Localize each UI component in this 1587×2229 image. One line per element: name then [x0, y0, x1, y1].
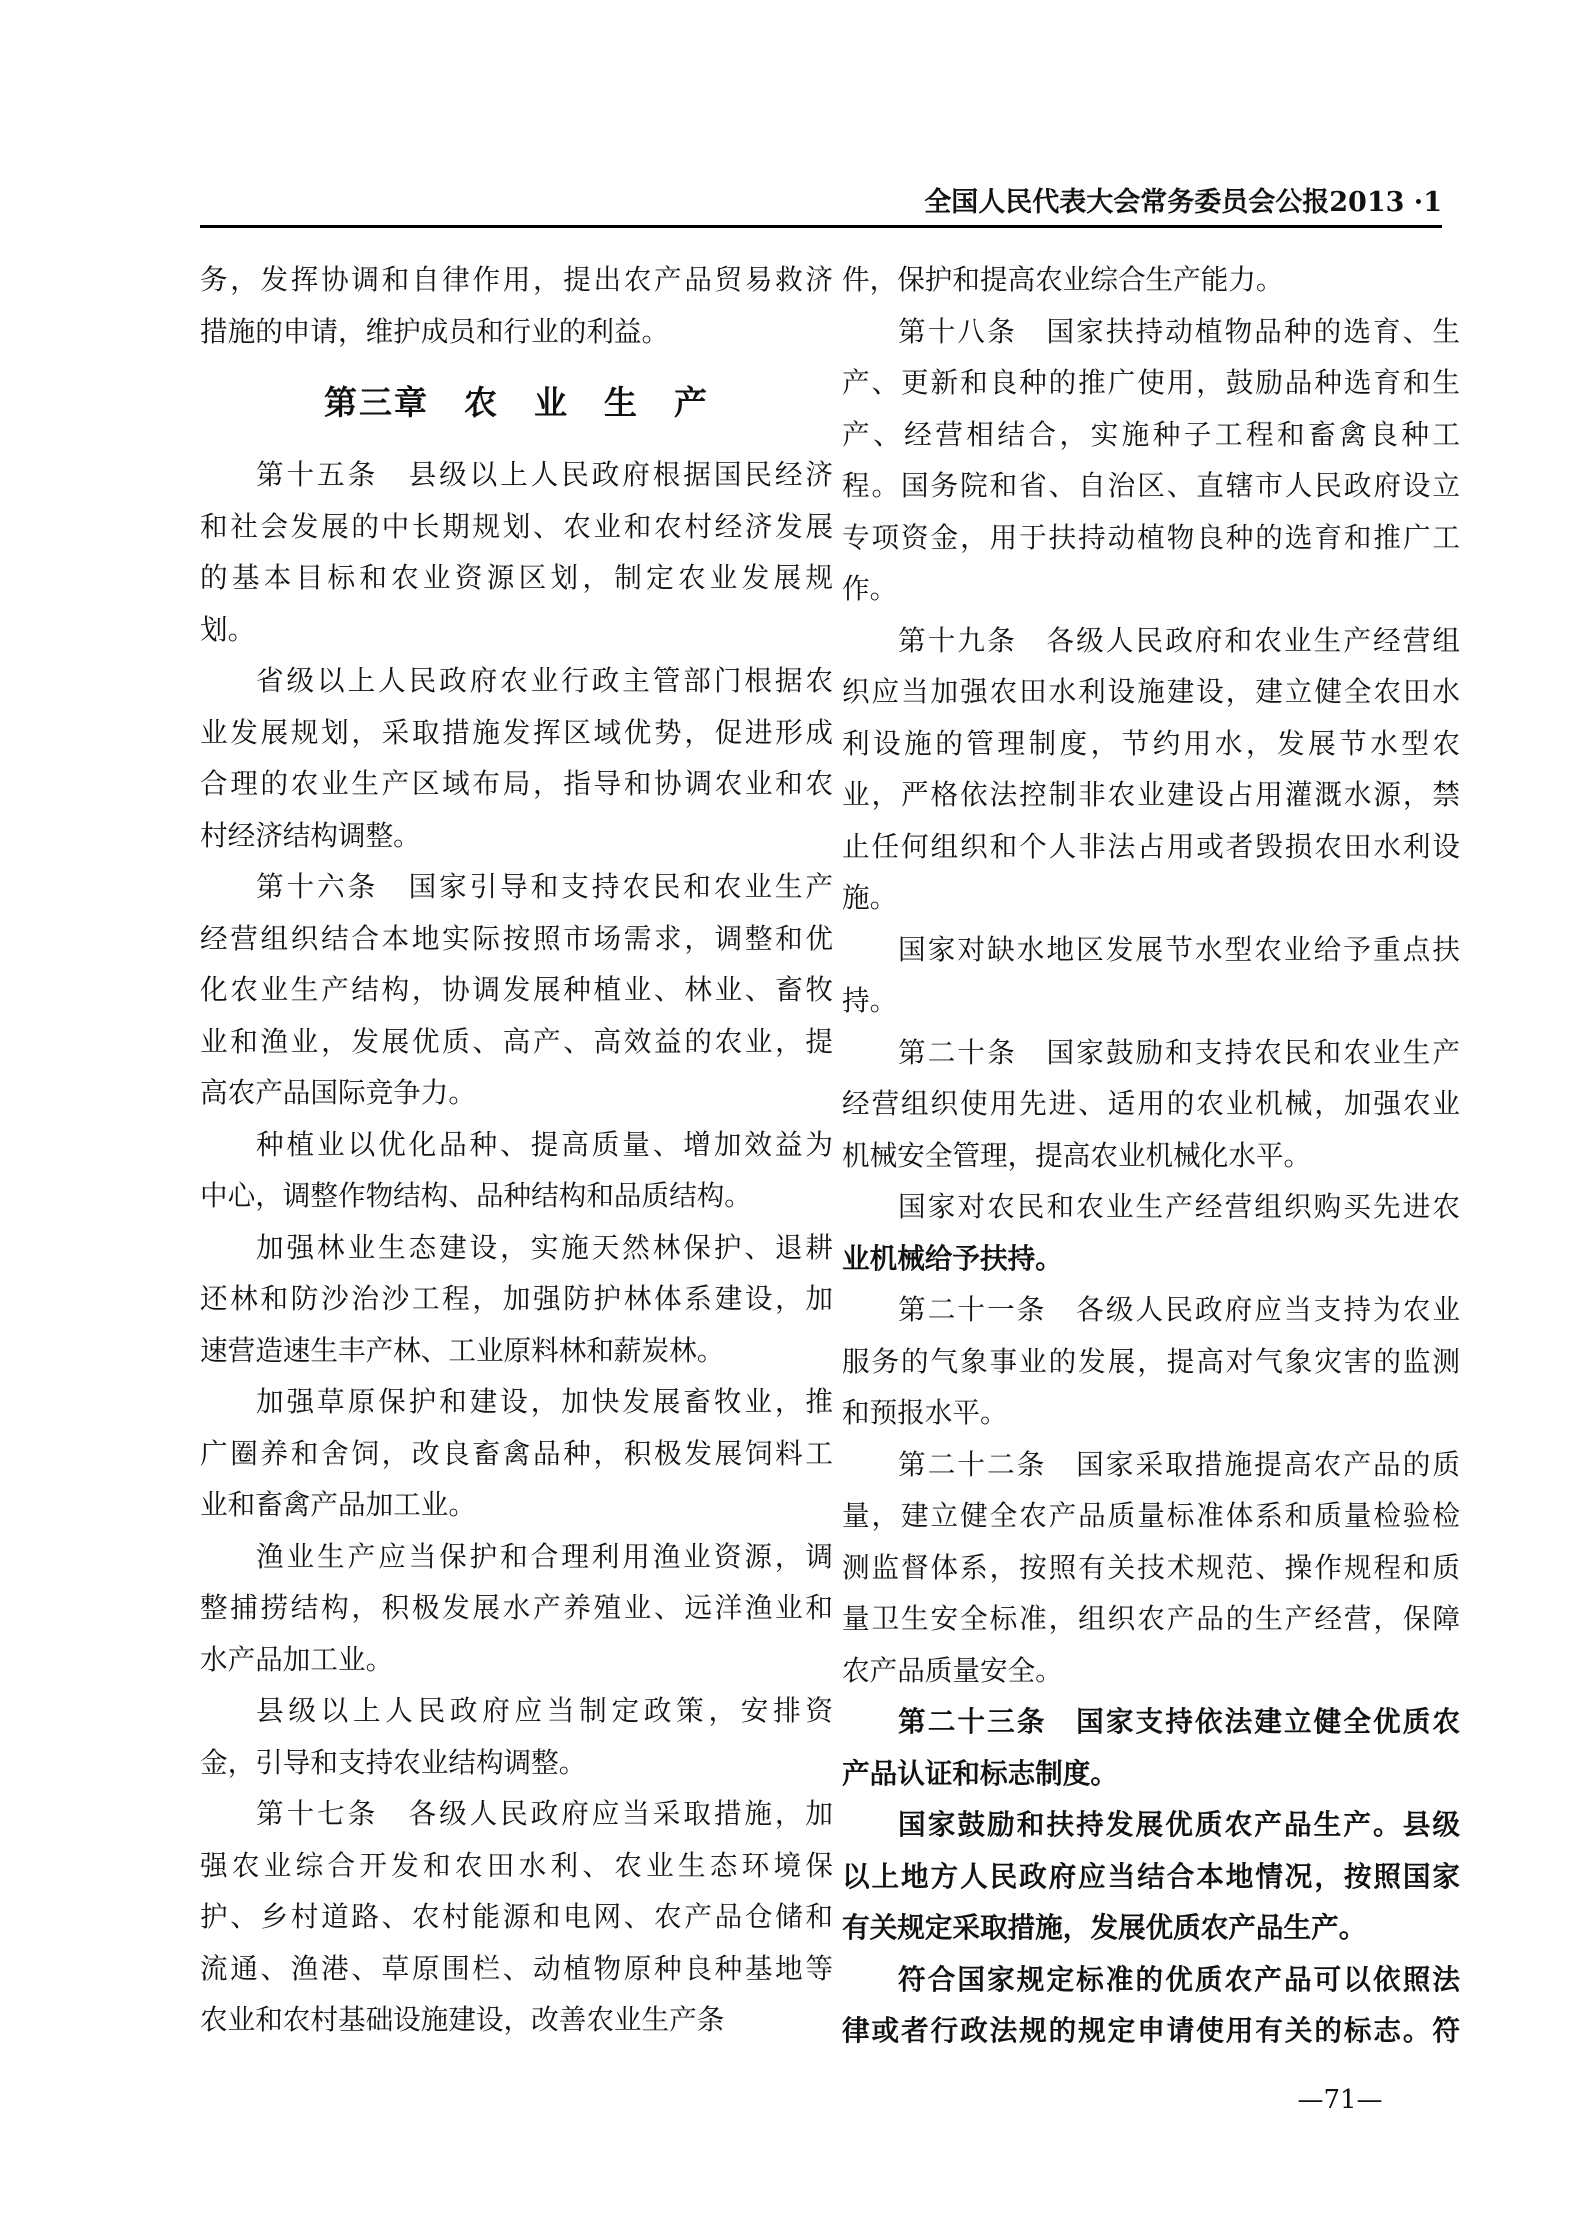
text-line: 有关规定采取措施，发展优质农产品生产。 — [842, 1911, 1367, 1944]
text-line: 以上地方人民政府应当结合本地情况，按照国家 — [842, 1859, 1460, 1893]
header-divider — [200, 225, 1442, 228]
left-column — [200, 254, 833, 2046]
text-line: 第十六条 国家引导和支持农民和农业生产 — [256, 870, 833, 903]
text-line: 第十九条 各级人民政府和农业生产经营组 — [898, 623, 1460, 657]
text-line: 省级以上人民政府农业行政主管部门根据农 — [256, 664, 833, 697]
text-line: 产、更新和良种的推广使用，鼓励品种选育和生 — [842, 366, 1460, 399]
text-line: 产、经营相结合，实施种子工程和畜禽良种工 — [842, 417, 1460, 451]
text-line: 第十八条 国家扶持动植物品种的选育、生 — [898, 314, 1460, 348]
text-line: 加强林业生态建设，实施天然林保护、退耕 — [256, 1230, 833, 1264]
text-line: 金，引导和支持农业结构调整。 — [200, 1745, 587, 1779]
text-line: 广圈养和舍饲，改良畜禽品种，积极发展饲料工 — [200, 1436, 833, 1470]
text-line: 和预报水平。 — [842, 1396, 1008, 1429]
paragraph — [200, 1531, 833, 1686]
text-line: 经营组织使用先进、适用的农业机械，加强农业 — [842, 1087, 1460, 1120]
text-line: 农业和农村基础设施建设，改善农业生产条 — [200, 2003, 725, 2036]
text-line: 专项资金，用于扶持动植物良种的选育和推广工 — [842, 520, 1460, 554]
text-line: 加强草原保护和建设，加快发展畜牧业，推 — [256, 1385, 833, 1418]
paragraph — [200, 1376, 833, 1531]
text-line: 第二十一条 各级人民政府应当支持为农业 — [898, 1293, 1460, 1326]
paragraph — [842, 1696, 1460, 1799]
text-line: 量，建立健全农产品质量标准体系和质量检验检 — [842, 1499, 1460, 1532]
paragraph — [842, 1181, 1460, 1284]
text-line: 措施的申请，维护成员和行业的利益。 — [200, 314, 670, 348]
paragraph — [200, 254, 833, 357]
text-line: 第二十条 国家鼓励和支持农民和农业生产 — [898, 1035, 1460, 1069]
text-line: 合理的农业生产区域布局，指导和协调农业和农 — [200, 767, 833, 800]
text-line: 作。 — [842, 572, 898, 605]
text-line: 种植业以优化品种、提高质量、增加效益为 — [256, 1127, 833, 1161]
text-line: 护、乡村道路、农村能源和电网、农产品仓储和 — [200, 1900, 833, 1933]
text-line: 业，严格依法控制非农业建设占用灌溉水源，禁 — [842, 778, 1460, 811]
text-line: 村经济结构调整。 — [200, 818, 421, 852]
text-line: 水产品加工业。 — [200, 1642, 394, 1676]
text-line: 第十七条 各级人民政府应当采取措施，加 — [256, 1797, 833, 1830]
text-line: 经营组织结合本地实际按照市场需求，调整和优 — [200, 921, 833, 955]
paragraph — [200, 1788, 833, 2046]
text-line: 农产品质量安全。 — [842, 1653, 1063, 1687]
text-line: 止任何组织和个人非法占用或者毁损农田水利设 — [842, 829, 1460, 863]
text-line: 和社会发展的中长期规划、农业和农村经济发展 — [200, 509, 833, 543]
paragraph — [842, 1439, 1460, 1697]
paragraph — [200, 1685, 833, 1788]
text-line: 符合国家规定标准的优质农产品可以依照法 — [898, 1962, 1460, 1996]
text-line: 国家对缺水地区发展节水型农业给予重点扶 — [898, 932, 1460, 966]
text-line: 化农业生产结构，协调发展种植业、林业、畜牧 — [200, 973, 833, 1006]
text-line: 件，保护和提高农业综合生产能力。 — [842, 263, 1284, 296]
text-line: 整捕捞结构，积极发展水产养殖业、远洋渔业和 — [200, 1591, 833, 1624]
text-line: 划。 — [200, 612, 256, 646]
text-line: 业机械给予扶持。 — [842, 1241, 1063, 1275]
paragraph — [200, 861, 833, 1119]
text-line: 的基本目标和农业资源区划，制定农业发展规 — [200, 561, 833, 594]
paragraph — [842, 1954, 1460, 2057]
text-line: 第十五条 县级以上人民政府根据国民经济 — [256, 458, 833, 491]
right-column — [842, 254, 1460, 2057]
text-line: 量卫生安全标准，组织农产品的生产经营，保障 — [842, 1602, 1460, 1635]
text-line: 利设施的管理制度，节约用水，发展节水型农 — [842, 726, 1460, 760]
text-line: 律或者行政法规的规定申请使用有关的标志。符 — [842, 2014, 1460, 2047]
text-line: 渔业生产应当保护和合理利用渔业资源，调 — [256, 1539, 833, 1573]
paragraph — [842, 254, 1460, 306]
text-line: 流通、渔港、草原围栏、动植物原种良种基地等 — [200, 1951, 833, 1985]
text-line: 施。 — [842, 881, 898, 914]
paragraph — [200, 1222, 833, 1377]
text-line: 国家鼓励和扶持发展优质农产品生产。县级 — [898, 1808, 1460, 1841]
paragraph — [200, 1119, 833, 1222]
paragraph — [842, 306, 1460, 615]
paragraph — [842, 1799, 1460, 1954]
text-line: 县级以上人民政府应当制定政策，安排资 — [256, 1694, 833, 1727]
chapter-heading: 第三章 农 业 生 产 — [324, 383, 709, 422]
text-line: 速营造速生丰产林、工业原料林和薪炭林。 — [200, 1333, 725, 1367]
text-line: 程。国务院和省、自治区、直辖市人民政府设立 — [842, 469, 1460, 502]
text-line: 机械安全管理，提高农业机械化水平。 — [842, 1138, 1312, 1172]
text-line: 第二十三条 国家支持依法建立健全优质农 — [898, 1705, 1460, 1738]
text-line: 产品认证和标志制度。 — [842, 1756, 1118, 1790]
text-line: 业和渔业，发展优质、高产、高效益的农业，提 — [200, 1024, 833, 1058]
text-line: 服务的气象事业的发展，提高对气象灾害的监测 — [842, 1344, 1460, 1378]
text-line: 高农产品国际竞争力。 — [200, 1076, 476, 1109]
text-line: 务，发挥协调和自律作用，提出农产品贸易救济 — [200, 263, 833, 296]
text-line: 国家对农民和农业生产经营组织购买先进农 — [898, 1190, 1460, 1223]
text-line: 持。 — [842, 984, 898, 1017]
paragraph — [200, 449, 833, 655]
paragraph — [842, 1027, 1460, 1182]
text-line: 中心，调整作物结构、品种结构和品质结构。 — [200, 1179, 752, 1212]
paragraph — [200, 655, 833, 861]
text-line: 强农业综合开发和农田水利、农业生态环境保 — [200, 1848, 833, 1882]
text-line: 业发展规划，采取措施发挥区域优势，促进形成 — [200, 715, 833, 749]
text-line: 还林和防沙治沙工程，加强防护林体系建设，加 — [200, 1282, 833, 1315]
text-line: 业和畜禽产品加工业。 — [200, 1488, 476, 1521]
publication-header: 全国人民代表大会常务委员会公报2013 ·1 — [924, 187, 1442, 218]
text-line: 测监督体系，按照有关技术规范、操作规程和质 — [842, 1550, 1460, 1584]
text-line: 织应当加强农田水利设施建设，建立健全农田水 — [842, 675, 1460, 708]
page-number: —71— — [1297, 2085, 1383, 2115]
text-line: 第二十二条 国家采取措施提高农产品的质 — [898, 1447, 1460, 1481]
paragraph — [842, 924, 1460, 1027]
paragraph — [842, 615, 1460, 924]
paragraph — [842, 1284, 1460, 1439]
